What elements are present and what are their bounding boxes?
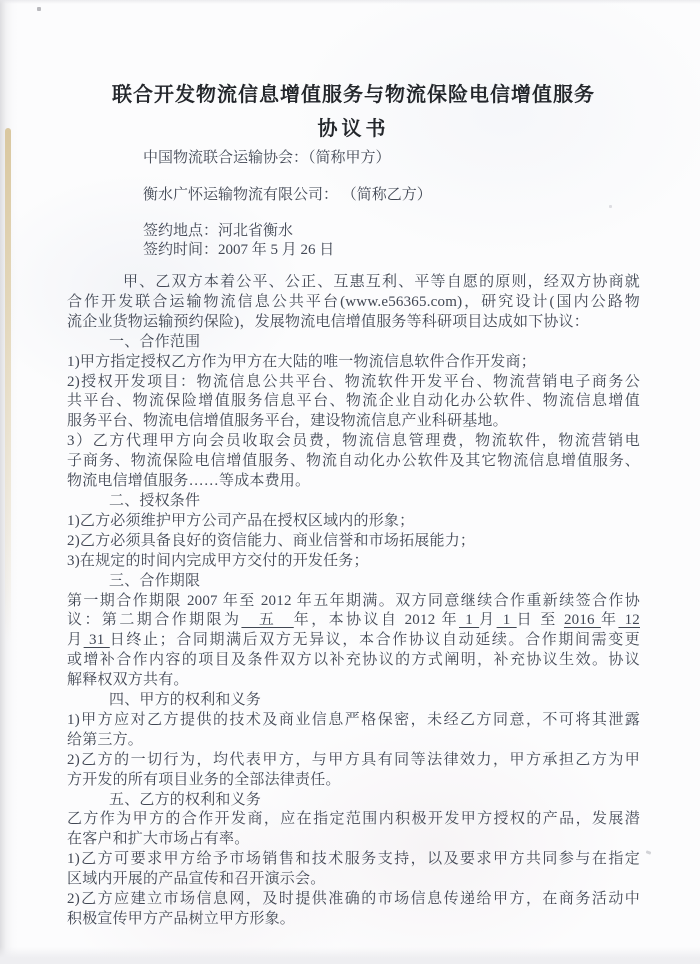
text-run: 流企业货物运输预约保险)，发展物流电信增值服务等科研项目达成如下协议： (67, 313, 589, 330)
text-run: 1)乙方可要求甲方给予市场销售和技术服务支持，以及要求甲方共同参与在指定 (67, 851, 640, 868)
text-run: 2)乙方应建立市场信息网，及时提供准确的市场信息传递给甲方，在商务活动中 (67, 891, 640, 908)
text-run: 方开发的所有项目业务的全部法律责任。 (67, 771, 341, 788)
text-run: 日终止；合同期满后双方无异议，本合作协议自动延续。合作期间需变更 (109, 632, 641, 649)
text-run: 日 至 (516, 612, 564, 629)
text-run: 四、甲方的权利和义务 (109, 692, 262, 709)
body-line (67, 651, 640, 671)
body-line (67, 412, 640, 432)
text-run: 1)甲方指定授权乙方作为甲方在大陆的唯一物流信息软件合作开发商； (67, 353, 536, 370)
filled-blank: 31 (83, 632, 110, 649)
body-line (67, 611, 640, 631)
document-body (67, 273, 640, 930)
signing-date-line: 签约时间：2007 年 5 月 26 日 (143, 242, 335, 258)
body-line (67, 731, 640, 751)
text-run: 三、合作期限 (109, 572, 201, 589)
party-a-line: 中国物流联合运输协会：（简称甲方） (143, 150, 391, 166)
text-run: 二、授权条件 (109, 492, 201, 509)
text-run: 子商务、物流保险电信增值服务、物流自动化办公软件及其它物流信息增值服务、 (67, 453, 640, 470)
body-line (67, 890, 640, 910)
body-line (67, 671, 640, 691)
filled-blank: 五 (241, 612, 294, 629)
text-run: 3）乙方代理甲方向会员收取会员费，物流信息管理费，物流软件，物流营销电 (67, 433, 640, 450)
body-line (67, 373, 640, 393)
text-run: 年，本协议自 2012 年 (293, 612, 460, 629)
text-run: 甲、乙双方本着公平、公正、互惠互利、平等自愿的原则，经双方协商就 (123, 274, 640, 290)
section-heading (67, 492, 640, 512)
text-run: 共平台、物流保险增值服务信息平台、物流企业自动化办公软件、物流信息增值 (67, 393, 640, 410)
text-run: 议：第二期合作期限为 (67, 612, 242, 629)
document-title: 联合开发物流信息增值服务与物流保险电信增值服务 (112, 84, 595, 106)
body-line (67, 392, 640, 412)
text-run: 物流电信增值服务……等成本费用。 (67, 473, 311, 490)
body-line (67, 293, 640, 313)
body-line (67, 850, 640, 870)
text-run: 月 (67, 632, 84, 649)
body-line (67, 472, 640, 492)
filled-blank: 12 (618, 612, 640, 629)
text-run: 2)授权开发项目：物流信息公共平台、物流软件开发平台、物流营销电子商务公 (67, 373, 640, 390)
filled-blank: 2016 (563, 612, 601, 629)
text-run: 2)乙方必须具备良好的资信能力、商业信誉和市场拓展能力； (67, 532, 476, 549)
text-run: 给第三方。 (67, 731, 144, 748)
body-line (67, 810, 640, 830)
section-heading (67, 691, 640, 711)
text-run: 五、乙方的权利和义务 (109, 791, 262, 808)
text-run: 月 (479, 612, 497, 629)
text-run: 2)乙方的一切行为，均代表甲方，与甲方具有同等法律效力，甲方承担乙方为甲 (67, 751, 640, 768)
body-line (67, 771, 640, 791)
body-line (67, 552, 640, 572)
filled-blank: 1 (496, 612, 517, 629)
body-line (67, 830, 640, 850)
signing-place-line: 签约地点：河北省衡水 (143, 223, 294, 239)
filled-blank: 1 (459, 612, 480, 629)
section-heading (67, 333, 640, 353)
body-line (67, 631, 640, 651)
body-line (67, 353, 640, 373)
document-subtitle: 协议书 (317, 118, 390, 140)
party-b-line: 衡水广怀运输物流有限公司： （简称乙方） (143, 187, 432, 203)
body-line (67, 432, 640, 452)
text-run: 第一期合作期限 2007 年至 2012 年五年期满。双方同意继续合作重新续签合作协 (67, 592, 640, 609)
text-run: 乙方作为甲方的合作开发商，应在指定范围内积极开发甲方授权的产品，发展潜 (67, 811, 640, 828)
body-line (67, 751, 640, 771)
body-line (67, 452, 640, 472)
text-run: 服务平台、物流电信增值服务平台，建设物流信息产业科研基地。 (67, 413, 508, 430)
text-run: 区域内开展的产品宣传和召开演示会。 (67, 871, 326, 888)
body-line (67, 592, 640, 612)
text-run: 1)乙方必须维护甲方公司产品在授权区域内的形象； (67, 512, 415, 529)
body-line (67, 870, 640, 890)
text-run: 一、合作范围 (109, 333, 201, 350)
body-line (67, 512, 640, 532)
text-run: 1)甲方应对乙方提供的技术及商业信息严格保密，未经乙方同意，不可将其泄露 (67, 711, 640, 728)
section-heading (67, 791, 640, 811)
text-run: 合作开发联合运输物流信息公共平台(www.e56365.com)，研究设计(国内公路物 (67, 293, 640, 310)
text-run: 在客户和扩大市场占有率。 (67, 831, 250, 848)
body-line (67, 313, 640, 333)
body-line (67, 711, 640, 731)
text-run: 或增补合作内容的项目及条件双方以补充协议的方式阐明，补充协议生效。协议 (67, 652, 640, 669)
body-line (67, 273, 640, 293)
text-run: 解释权双方共有。 (67, 672, 189, 689)
text-run: 3)在规定的时间内完成甲方交付的开发任务； (67, 552, 369, 569)
scan-bottom-edge (0, 947, 700, 964)
text-run: 年 (600, 612, 619, 629)
body-line (67, 910, 640, 930)
body-line (67, 532, 640, 552)
section-heading (67, 572, 640, 592)
text-run: 积极宣传甲方产品树立甲方形象。 (67, 911, 296, 927)
